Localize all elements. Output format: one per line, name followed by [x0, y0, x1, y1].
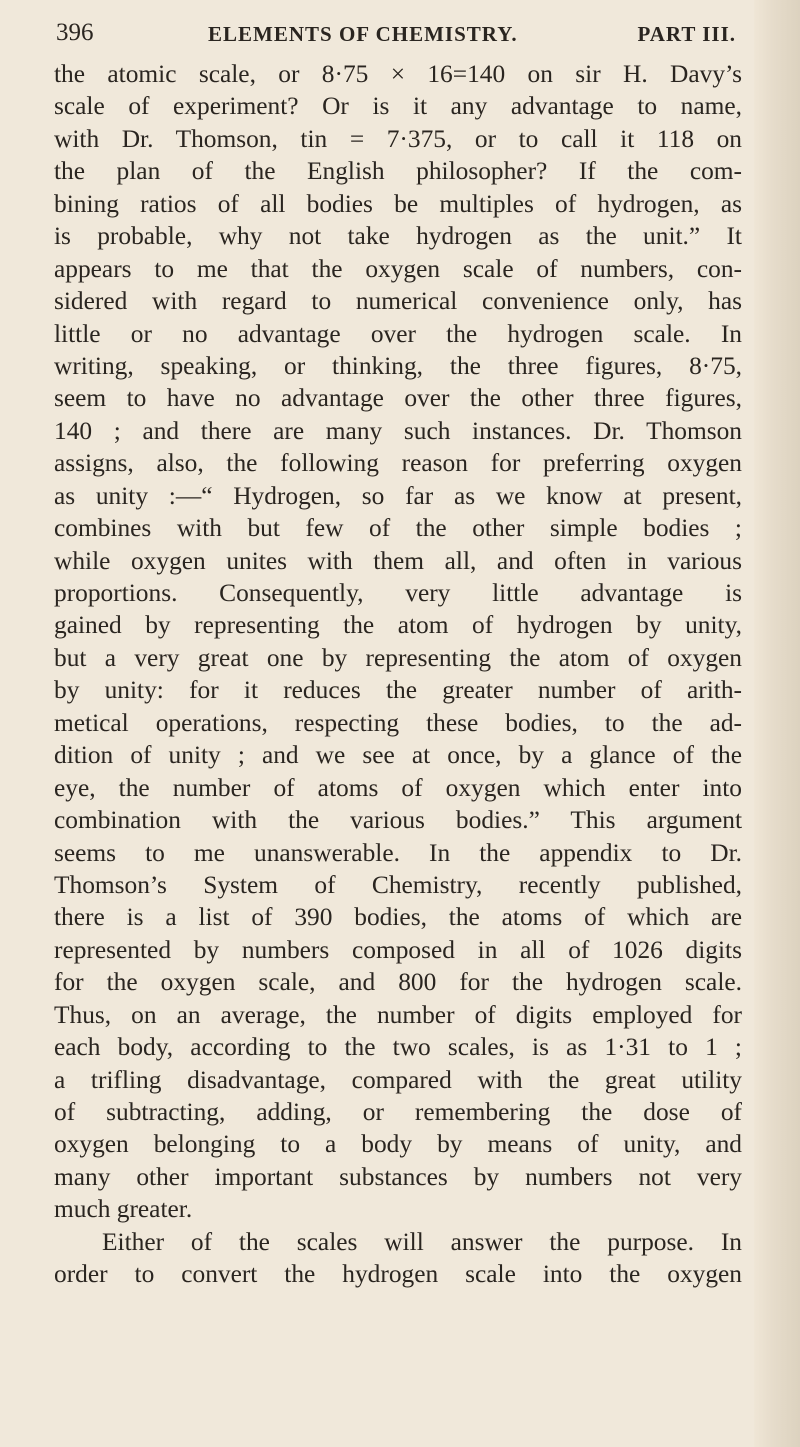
text-line: eye, the number of atoms of oxygen which enter into: [54, 773, 742, 802]
text-line: as unity :—“ Hydrogen, so far as we know at present,: [54, 481, 742, 510]
text-line: but a very great one by representing the atom of oxygen: [54, 643, 742, 672]
running-title: ELEMENTS OF CHEMISTRY.: [208, 22, 518, 46]
text-line: proportions. Consequently, very little advantage is: [54, 579, 742, 607]
text-line: of subtracting, adding, or remembering the dose of: [54, 1098, 742, 1126]
text-line: the plan of the English philosopher? If the com-: [54, 157, 742, 186]
text-line: Thomson’s System of Chemistry, recently published,: [54, 870, 742, 899]
text-line: assigns, also, the following reason for preferring oxygen: [54, 449, 742, 478]
page-number: 396: [56, 19, 94, 46]
text-line: there is a list of 390 bodies, the atoms of which are: [54, 903, 742, 932]
text-line: with Dr. Thomson, tin = 7·375, or to call it 118 on: [54, 124, 742, 153]
text-line: seem to have no advantage over the other three figures,: [54, 384, 742, 413]
part-label: PART III.: [637, 22, 736, 46]
text-line: the atomic scale, or 8·75 × 16=140 on sir H. Davy’s: [54, 60, 742, 88]
text-line: appears to me that the oxygen scale of numbers, con-: [54, 254, 742, 283]
text-line: dition of unity ; and we see at once, by a glance of the: [54, 741, 742, 770]
text-line: gained by representing the atom of hydrogen by unity,: [54, 611, 742, 640]
text-line: oxygen belonging to a body by means of unity, and: [54, 1130, 742, 1159]
text-line: sidered with regard to numerical convenience only, has: [54, 287, 742, 316]
running-header: [56, 19, 736, 58]
text-line: Either of the scales will answer the purpose. In: [102, 1227, 742, 1256]
text-line: for the oxygen scale, and 800 for the hydrogen scale.: [54, 968, 742, 997]
text-line: combines with but few of the other simple bodies ;: [54, 514, 742, 543]
text-line: order to convert the hydrogen scale into the oxygen: [54, 1260, 742, 1289]
text-line: metical operations, respecting these bodies, to the ad-: [54, 708, 742, 737]
text-line: little or no advantage over the hydrogen scale. In: [54, 319, 742, 348]
text-line: each body, according to the two scales, is as 1·31 to 1 ;: [54, 1033, 742, 1062]
text-line: by unity: for it reduces the greater number of arith-: [54, 676, 742, 705]
text-line: many other important substances by numbers not very: [54, 1162, 742, 1191]
text-line: is probable, why not take hydrogen as the unit.” It: [54, 222, 742, 251]
text-line: scale of experiment? Or is it any advantage to name,: [54, 92, 742, 121]
text-line: writing, speaking, or thinking, the three figures, 8·75,: [54, 351, 742, 380]
page-edge: [754, 0, 800, 1447]
text-line: Thus, on an average, the number of digits employed for: [54, 1000, 742, 1029]
text-line: seems to me unanswerable. In the appendix to Dr.: [54, 838, 742, 867]
text-line: bining ratios of all bodies be multiples of hydrogen, as: [54, 189, 742, 218]
body-text: [54, 58, 742, 1291]
text-line: combination with the various bodies.” This argument: [54, 806, 742, 835]
text-line: 140 ; and there are many such instances. Dr. Thomson: [54, 416, 742, 445]
text-line: while oxygen unites with them all, and often in various: [54, 546, 742, 575]
paragraph: [54, 1226, 742, 1291]
paragraph: [54, 58, 742, 1226]
text-line: represented by numbers composed in all of 1026 digits: [54, 935, 742, 964]
text-line: a trifling disadvantage, compared with the great utility: [54, 1065, 742, 1094]
text-line: much greater.: [54, 1195, 193, 1224]
